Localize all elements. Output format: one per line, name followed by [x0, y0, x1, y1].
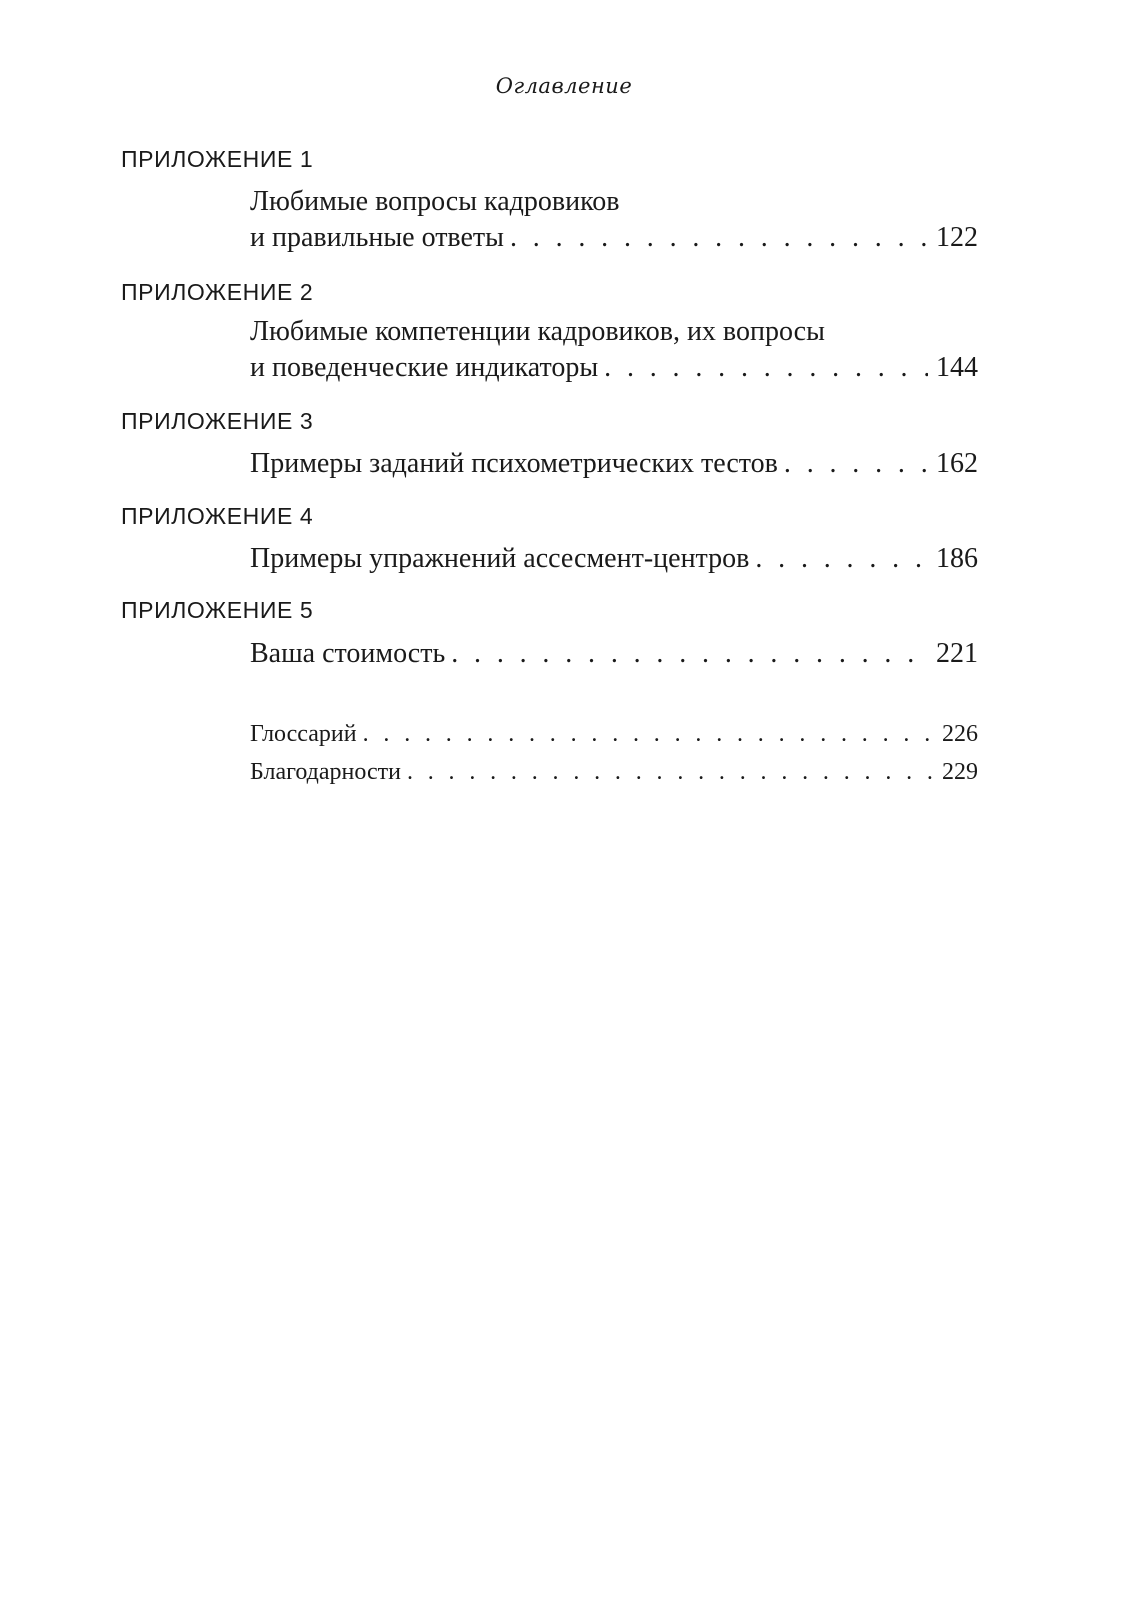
- appendix-3-toc-entry[interactable]: [250, 446, 978, 482]
- glossary-page-number: 226: [942, 721, 978, 747]
- glossary-toc-entry[interactable]: [250, 718, 978, 750]
- dot-leader: [755, 541, 928, 577]
- appendix-1-heading: ПРИЛОЖЕНИЕ 1: [121, 146, 314, 172]
- appendix-2-heading: ПРИЛОЖЕНИЕ 2: [121, 279, 314, 305]
- appendix-4-toc-entry[interactable]: [250, 541, 978, 577]
- appendix-3-title: Примеры заданий психометрических тестов: [250, 448, 778, 479]
- appendix-1-title-line-1: Любимые вопросы кадровиков: [250, 186, 620, 217]
- appendix-2-toc-entry[interactable]: [250, 350, 978, 386]
- running-head: Оглавление: [495, 74, 633, 98]
- appendix-5-page-number: 221: [936, 638, 978, 669]
- appendix-3-heading: ПРИЛОЖЕНИЕ 3: [121, 408, 314, 434]
- appendix-4-heading: ПРИЛОЖЕНИЕ 4: [121, 503, 314, 529]
- dot-leader: [363, 718, 934, 750]
- appendix-4-page-number: 186: [936, 543, 978, 574]
- acknowledgements-title: Благодарности: [250, 759, 401, 785]
- acknowledgements-toc-entry[interactable]: [250, 756, 978, 788]
- appendix-1-toc-entry[interactable]: [250, 220, 978, 256]
- glossary-title: Глоссарий: [250, 721, 357, 747]
- dot-leader: [510, 220, 928, 256]
- appendix-2-title-line-1: Любимые компетенции кадровиков, их вопросы: [250, 316, 825, 347]
- appendix-1-page-number: 122: [936, 222, 978, 253]
- appendix-1-title-line-2: и правильные ответы: [250, 222, 504, 253]
- dot-leader: [784, 446, 928, 482]
- appendix-2-page-number: 144: [936, 352, 978, 383]
- dot-leader: [407, 756, 934, 788]
- appendix-5-title: Ваша стоимость: [250, 638, 446, 669]
- appendix-5-heading: ПРИЛОЖЕНИЕ 5: [121, 597, 314, 623]
- appendix-3-page-number: 162: [936, 448, 978, 479]
- appendix-5-toc-entry[interactable]: [250, 636, 978, 672]
- acknowledgements-page-number: 229: [942, 759, 978, 785]
- appendix-4-title: Примеры упражнений ассесмент-центров: [250, 543, 750, 574]
- dot-leader: [604, 350, 928, 386]
- appendix-2-title-line-2: и поведенческие индикаторы: [250, 352, 599, 383]
- dot-leader: [451, 636, 928, 672]
